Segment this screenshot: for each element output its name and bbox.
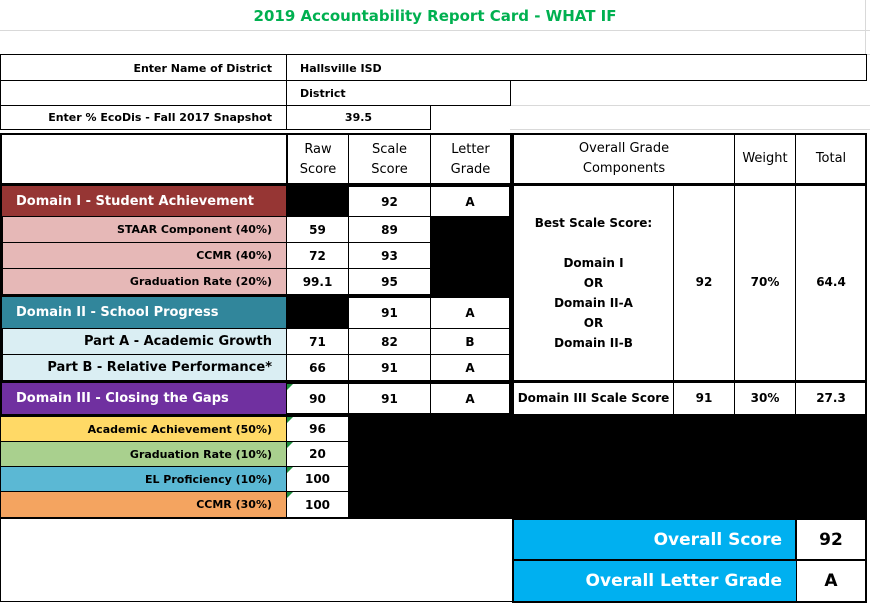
domain1-row-label: Graduation Rate (20%) <box>2 268 287 295</box>
best-score-line: Best Scale Score: <box>534 216 653 230</box>
page-title: 2019 Accountability Report Card - WHAT IF <box>253 7 617 25</box>
domain1-row-raw[interactable]: 72 <box>286 242 349 269</box>
domain2-scale: 91 <box>348 297 431 329</box>
domain3-row-raw[interactable]: 20 <box>286 441 349 467</box>
district-name-input[interactable]: Hallsville ISD <box>300 61 382 75</box>
d3-component-score: 91 <box>695 391 713 405</box>
gridline <box>510 105 870 106</box>
domain2-raw-blank <box>286 297 349 328</box>
domain2-row-grade: B <box>430 328 510 355</box>
domain3-label: Domain III - Closing the Gaps <box>2 383 286 414</box>
best-score-line: Domain II-B <box>554 336 633 350</box>
domain1-row-scale: 95 <box>348 268 431 295</box>
best-score-line: Domain I <box>563 256 624 270</box>
domain2-row-label: Part A - Academic Growth <box>2 328 287 355</box>
overall-grade-value: A <box>824 571 838 591</box>
domain3-row-raw[interactable]: 100 <box>286 466 349 492</box>
domain3-row-raw[interactable]: 100 <box>286 491 349 518</box>
domain3-row-label: EL Proficiency (10%) <box>0 466 287 492</box>
best-score-weight: 70% <box>750 275 780 289</box>
components-header-1: Overall Grade <box>578 140 670 156</box>
domain3-grade: A <box>430 383 510 414</box>
domain1-row-label: STAAR Component (40%) <box>2 216 287 243</box>
best-score-total: 64.4 <box>816 275 846 289</box>
domain1-raw-blank <box>286 186 349 216</box>
domain2-row-grade: A <box>430 354 510 381</box>
domain1-label: Domain I - Student Achievement <box>2 186 286 216</box>
domain2-row-scale: 91 <box>348 354 431 381</box>
raw-score-header-2: Score <box>299 161 337 177</box>
domain3-row-raw[interactable]: 96 <box>286 416 349 442</box>
domain3-row-label: Academic Achievement (50%) <box>0 416 287 442</box>
best-score-line: OR <box>583 316 604 330</box>
overall-score-value: 92 <box>819 529 843 550</box>
domain3-raw[interactable]: 90 <box>286 383 349 414</box>
raw-score-header-1: Raw <box>304 141 332 157</box>
scale-score-header-2: Score <box>371 161 408 177</box>
domain1-row-raw[interactable]: 59 <box>286 216 349 243</box>
domain1-row-scale: 93 <box>348 242 431 269</box>
domain3-blank-area <box>349 416 867 518</box>
best-score-line: OR <box>583 276 604 290</box>
d3-component-total: 27.3 <box>816 391 846 405</box>
domain1-scale: 92 <box>348 186 431 217</box>
district-name-label: Enter Name of District <box>133 61 272 75</box>
domain2-label: Domain II - School Progress <box>2 297 286 328</box>
domain2-row-raw[interactable]: 71 <box>286 328 349 355</box>
domain2-row-raw[interactable]: 66 <box>286 354 349 381</box>
domain1-grade: A <box>430 186 510 217</box>
district-type-value[interactable]: District <box>300 86 346 100</box>
gridline <box>510 129 870 130</box>
domain1-row-raw[interactable]: 99.1 <box>286 268 349 295</box>
best-score-value: 92 <box>695 275 713 289</box>
total-header: Total <box>815 150 847 166</box>
weight-header: Weight <box>742 150 788 166</box>
d3-component-label: Domain III Scale Score <box>517 391 670 405</box>
letter-grade-header-2: Grade <box>450 161 491 177</box>
d3-component-weight: 30% <box>750 391 780 405</box>
best-score-line: Domain II-A <box>554 296 633 310</box>
ecodis-label: Enter % EcoDis - Fall 2017 Snapshot <box>48 111 272 124</box>
overall-score-label: Overall Score <box>514 520 796 559</box>
scale-score-header-1: Scale <box>372 141 407 157</box>
domain2-row-label: Part B - Relative Performance* <box>2 354 287 381</box>
domain3-row-label: Graduation Rate (10%) <box>0 441 287 467</box>
gridline <box>0 30 870 31</box>
domain3-scale: 91 <box>348 383 431 414</box>
letter-grade-header-1: Letter <box>451 141 490 157</box>
overall-grade-label: Overall Letter Grade <box>514 561 796 601</box>
domain1-grade-blank <box>430 216 510 295</box>
domain2-grade: A <box>430 297 510 329</box>
domain1-row-label: CCMR (40%) <box>2 242 287 269</box>
ecodis-input[interactable]: 39.5 <box>344 111 373 124</box>
domain3-row-label: CCMR (30%) <box>0 491 287 518</box>
domain1-row-scale: 89 <box>348 216 431 243</box>
components-header-2: Components <box>582 160 666 176</box>
domain2-row-scale: 82 <box>348 328 431 355</box>
